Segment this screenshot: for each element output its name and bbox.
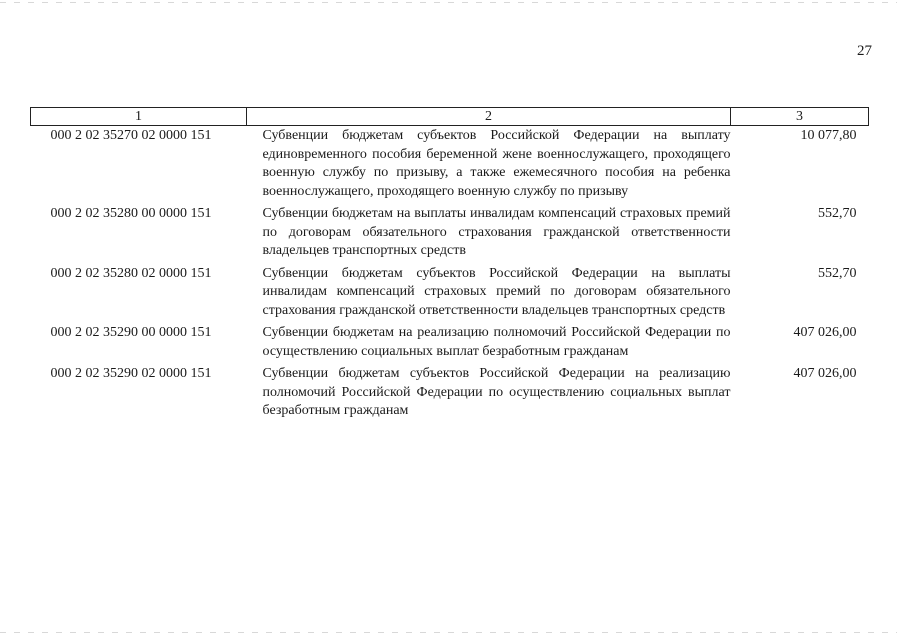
row-amount: 407 026,00 [793, 325, 857, 340]
row-code: 000 2 02 35290 02 0000 151 [50, 366, 212, 381]
row-description: Субвенции бюджетам субъектов Российской Федерации на реализацию полномочий Российской Федерации по осуществлению социальных выплат безработным гражданам [262, 366, 731, 418]
column-header-2: 2 [247, 108, 731, 126]
row-amount: 552,70 [818, 265, 857, 281]
row-amount: 407 026,00 [793, 366, 857, 381]
budget-table [30, 107, 869, 425]
table-row [31, 324, 869, 365]
row-description: Субвенции бюджетам на выплаты инвалидам компенсаций страховых премий по договорам обязательного страхования гражданской ответственности владельцев транспортных средств [262, 206, 731, 258]
column-header-3: 3 [731, 108, 869, 126]
scan-edge-bottom [0, 632, 897, 633]
table-row [31, 205, 869, 265]
row-code: 000 2 02 35280 00 0000 151 [50, 206, 212, 221]
row-description: Субвенции бюджетам субъектов Российской Федерации на выплаты инвалидам компенсаций страховых премий по договорам обязательного страхования гражданской ответственности владельцев транспортных средств [262, 265, 731, 318]
table-row [31, 365, 869, 425]
table-row [31, 126, 869, 206]
column-header-1: 1 [31, 108, 247, 126]
row-code: 000 2 02 35270 02 0000 151 [50, 128, 212, 143]
table-row [31, 265, 869, 325]
page-number: 27 [857, 43, 872, 59]
table-header-row [31, 108, 869, 126]
scan-edge-top [0, 2, 897, 3]
row-amount: 552,70 [818, 206, 857, 221]
row-code: 000 2 02 35290 00 0000 151 [50, 325, 212, 340]
row-amount: 10 077,80 [800, 128, 857, 143]
row-code: 000 2 02 35280 02 0000 151 [50, 265, 212, 281]
row-description: Субвенции бюджетам на реализацию полномочий Российской Федерации по осуществлению социальных выплат безработным гражданам [262, 325, 731, 359]
row-description: Субвенции бюджетам субъектов Российской Федерации на выплату единовременного пособия беременной жене военнослужащего, проходящего военную службу по призыву, а также ежемесячного пособия на ребенка военнослужащего, проходящего военную службу по призыву [262, 128, 731, 199]
